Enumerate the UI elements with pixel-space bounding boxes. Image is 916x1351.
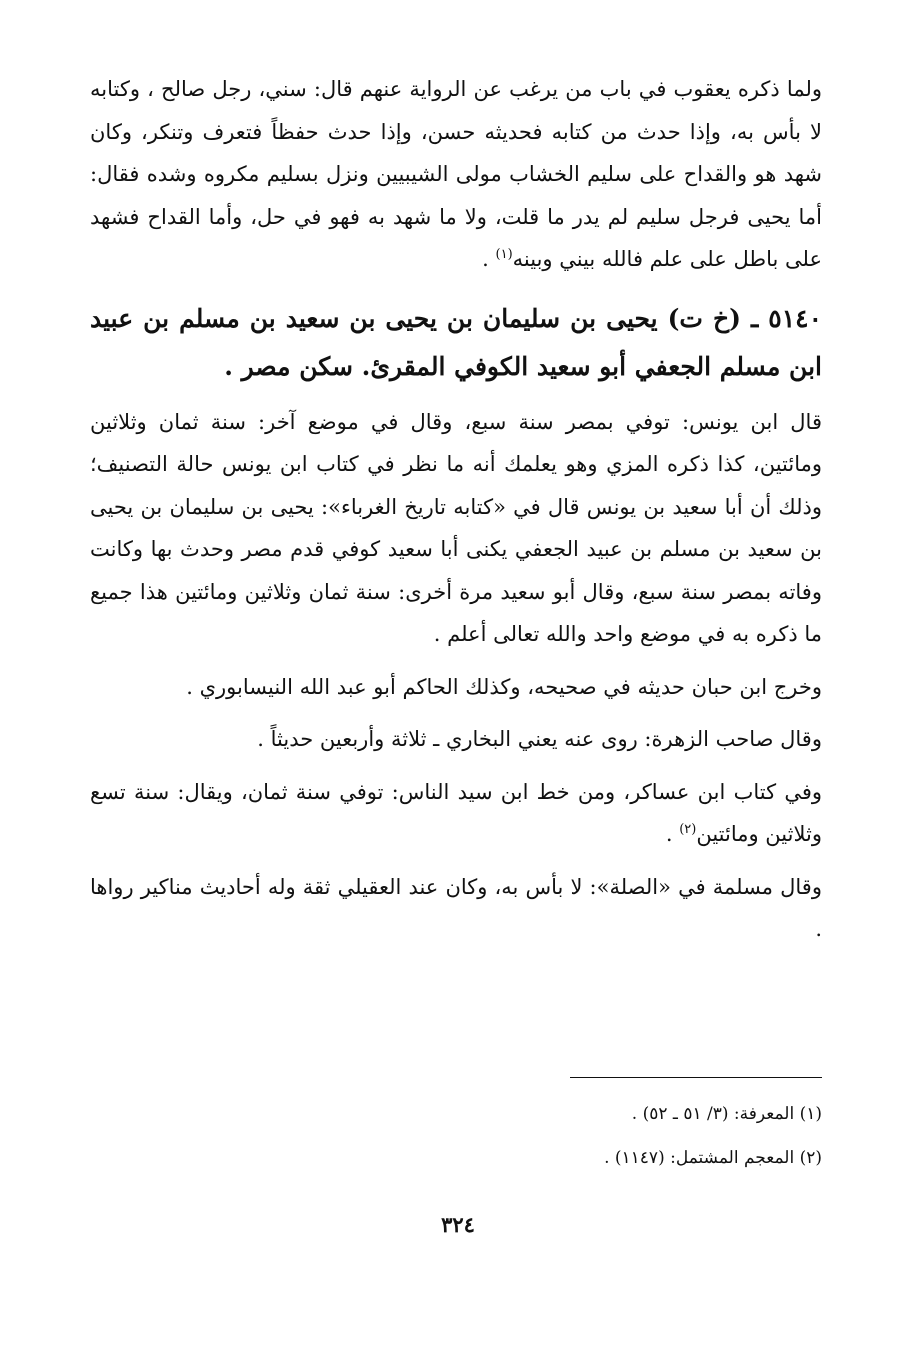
paragraph-end: . xyxy=(665,822,680,846)
footnote-1: (١) المعرفة: (٣/ ٥١ ـ ٥٢) . xyxy=(631,1104,822,1124)
page-number: ٣٢٤ xyxy=(441,1212,475,1237)
paragraph-end: . xyxy=(482,247,496,271)
paragraph-yaqub-quote xyxy=(90,68,822,281)
paragraph-zahra: وقال صاحب الزهرة: روى عنه يعني البخاري ـ ثلاثة وأربعين حديثاً . xyxy=(257,727,822,751)
paragraph-text: وفي كتاب ابن عساكر، ومن خط ابن سيد الناس: توفي سنة ثمان، ويقال: سنة تسع وثلاثين ومائتين xyxy=(90,779,822,846)
paragraph-ibn-yunus: قال ابن يونس: توفي بمصر سنة سبع، وقال في موضع آخر: سنة ثمان وثلاثين ومائتين، كذا ذكره المزي وهو يعلمك أنه ما نظر في كتاب ابن يونس حالة التصنيف؛ وذلك أن أبا سعيد بن يونس قال في «كتابه تاريخ الغرباء»: يحيى بن سليمان بن يحيى بن سعيد بن مسلم بن عبيد الجعفي يكنى أبا سعيد كوفي قدم مصر وحدث بها وكانت وفاته بمصر سنة سبع، وقال أبو سعيد مرة أخرى: سنة ثمان وثلاثين ومائتين هذا جميع ما ذكره به في موضع واحد والله تعالى أعلم . xyxy=(90,409,822,646)
paragraph-maslama: وقال مسلمة في «الصلة»: لا بأس به، وكان عند العقيلي ثقة وله أحاديث مناكير رواها . xyxy=(90,874,822,941)
footnote-reference-1[interactable]: (١) xyxy=(495,247,513,262)
paragraph-text: ولما ذكره يعقوب في باب من يرغب عن الرواية عنهم قال: سني، رجل صالح ، وكتابه لا بأس به، وإذا حدث من كتابه فحديثه حسن، وإذا حدث حفظاً فتعرف وتنكر، وكان شهد هو والقداح على سليم الخشاب مولى الشيبيين ونزل بسليم مكروه وشده فقال: أما يحيى فرجل سليم لم يدر ما قلت، ولا ما شهد به فهو في حل، وأما القداح فشهد على باطل على علم فالله بيني وبينه xyxy=(90,77,822,271)
footnote-reference-2[interactable]: (٢) xyxy=(679,822,697,837)
footnote-divider xyxy=(570,1077,822,1078)
page-body xyxy=(90,68,822,951)
entry-heading: ٥١٤٠ ـ (خ ت) يحيى بن سليمان بن يحيى بن سعيد بن مسلم بن عبيد ابن مسلم الجعفي أبو سعيد الكوفي المقرئ. سكن مصر . xyxy=(90,303,822,381)
paragraph-ibn-hibban: وخرج ابن حبان حديثه في صحيحه، وكذلك الحاكم أبو عبد الله النيسابوري . xyxy=(186,674,822,699)
paragraph-ibn-asakir xyxy=(90,771,822,856)
footnotes-section xyxy=(90,1092,822,1180)
footnote-2: (٢) المعجم المشتمل: (١١٤٧) . xyxy=(604,1148,822,1168)
